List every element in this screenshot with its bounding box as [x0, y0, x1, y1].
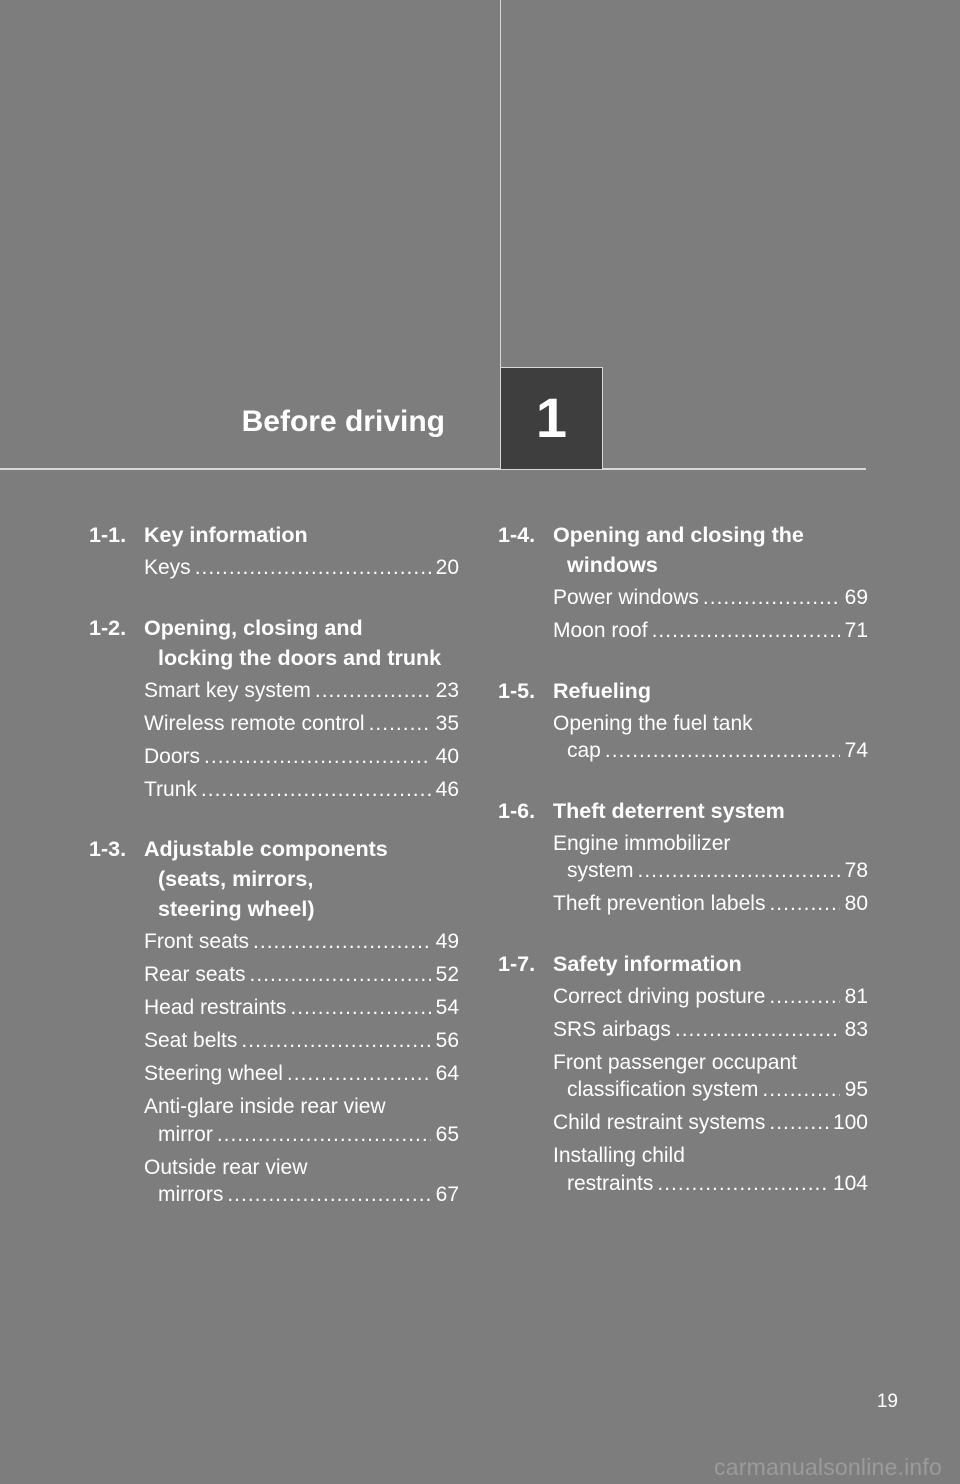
toc-entry-label: Child restraint systems — [553, 1111, 766, 1134]
horizontal-divider — [0, 468, 866, 470]
toc-entry-label: Front passenger occupant — [553, 1050, 797, 1074]
toc-entry-row — [144, 710, 459, 738]
toc-entry-page: 83 — [844, 1017, 868, 1041]
toc-section — [89, 520, 459, 582]
section-heading — [89, 834, 459, 924]
toc-entry-page: 67 — [435, 1183, 459, 1206]
toc-entry-label: Opening the fuel tank — [553, 711, 753, 735]
section-title-line: Theft deterrent system — [553, 798, 785, 823]
toc-entry-page: 40 — [435, 744, 459, 768]
toc-entry[interactable] — [553, 1049, 868, 1104]
dot-leader — [195, 554, 431, 582]
toc-entry[interactable] — [144, 1154, 459, 1209]
toc-section — [89, 834, 459, 1209]
section-heading — [498, 796, 868, 826]
toc-entry-page: 20 — [435, 556, 459, 579]
toc-entry[interactable] — [553, 890, 868, 918]
toc-entry-label: classification system — [567, 1078, 759, 1101]
watermark: carmanualsonline.info — [714, 1454, 942, 1480]
toc-entry[interactable] — [144, 677, 459, 705]
section-number: 1-2. — [89, 615, 127, 640]
toc-column-right — [498, 520, 868, 1228]
section-title — [553, 520, 868, 580]
section-title — [144, 834, 459, 924]
dot-leader — [675, 1016, 840, 1044]
toc-entry-page: 46 — [435, 777, 459, 801]
section-title-line: Adjustable components — [144, 837, 388, 861]
toc-entry-label: Correct driving posture — [553, 984, 766, 1008]
section-number: 1-5. — [498, 678, 536, 703]
toc-section — [498, 520, 868, 645]
toc-entry-label: Moon roof — [553, 619, 648, 642]
dot-leader — [769, 983, 840, 1011]
toc-entry-label: Theft prevention labels — [553, 892, 766, 915]
section-items — [498, 830, 868, 918]
toc-entry-row — [553, 617, 868, 645]
dot-leader — [201, 776, 431, 804]
toc-entry-label: Trunk — [144, 777, 197, 801]
section-title — [144, 520, 459, 550]
toc-entry[interactable] — [553, 830, 868, 885]
section-heading — [89, 613, 459, 673]
toc-entry-row — [144, 743, 459, 771]
toc-entry-page: 54 — [435, 996, 459, 1019]
section-title — [553, 796, 868, 826]
toc-entry-label: mirror — [158, 1122, 213, 1146]
dot-leader — [769, 1109, 829, 1137]
toc-entry-label: system — [567, 859, 634, 882]
section-title-line: Opening and closing the — [553, 523, 804, 547]
page-number: 19 — [876, 1391, 898, 1412]
toc-entry[interactable] — [144, 743, 459, 771]
dot-leader — [652, 617, 840, 645]
toc-entry[interactable] — [553, 1142, 868, 1197]
toc-entry-row — [144, 554, 459, 582]
toc-entry[interactable] — [144, 776, 459, 804]
toc-entry-label: Rear seats — [144, 963, 246, 986]
toc-section — [89, 613, 459, 804]
toc-entry-row — [553, 1016, 868, 1044]
section-number: 1-3. — [89, 837, 127, 861]
section-title-line: windows — [567, 553, 658, 577]
toc-entry[interactable] — [553, 1109, 868, 1137]
toc-entry-row — [553, 1170, 868, 1198]
toc-entry[interactable] — [144, 1027, 459, 1055]
section-number: 1-1. — [89, 523, 127, 547]
toc-entry[interactable] — [144, 554, 459, 582]
toc-entry-row — [144, 1181, 459, 1209]
section-title — [144, 613, 459, 673]
toc-entry-row — [553, 737, 868, 765]
dot-leader — [638, 857, 840, 885]
toc-entry-label: Doors — [144, 744, 201, 768]
section-title-line: Key information — [144, 523, 308, 547]
toc-section — [498, 796, 868, 918]
dot-leader — [369, 710, 431, 738]
toc-entry-page: 71 — [844, 619, 868, 642]
section-items — [498, 584, 868, 645]
toc-entry[interactable] — [553, 1016, 868, 1044]
toc-entry-label: Front seats — [144, 930, 250, 953]
section-items — [89, 677, 459, 804]
toc-entry-page: 23 — [435, 678, 459, 702]
toc-entry[interactable] — [553, 584, 868, 612]
chapter-number-box — [500, 367, 603, 469]
dot-leader — [204, 743, 431, 771]
toc-entry-row — [553, 1109, 868, 1137]
dot-leader — [227, 1181, 431, 1209]
toc-entry[interactable] — [144, 1060, 459, 1088]
toc-entry-label: Steering wheel — [144, 1062, 283, 1085]
toc-entry[interactable] — [553, 983, 868, 1011]
toc-entry[interactable] — [144, 928, 459, 956]
chapter-number: 1 — [535, 385, 568, 449]
dot-leader — [253, 928, 431, 956]
dot-leader — [217, 1121, 431, 1149]
toc-entry-page: 81 — [844, 984, 868, 1008]
toc-entry-label: Head restraints — [144, 996, 287, 1019]
toc-entry-page: 104 — [832, 1171, 868, 1195]
toc-entry-label: SRS airbags — [553, 1017, 671, 1041]
toc-entry-row — [553, 857, 868, 885]
section-title-line: Refueling — [553, 678, 651, 703]
toc-entry[interactable] — [553, 617, 868, 645]
section-heading — [89, 520, 459, 550]
toc-entry-label: Engine immobilizer — [553, 831, 731, 855]
section-title — [553, 949, 868, 979]
toc-entry-label: Keys — [144, 556, 191, 579]
toc-entry-row — [144, 994, 459, 1022]
section-items — [89, 928, 459, 1209]
toc-entry-row — [553, 983, 868, 1011]
toc-section — [498, 949, 868, 1198]
dot-leader — [315, 677, 431, 705]
toc-entry-page: 64 — [435, 1062, 459, 1085]
toc-entry-page: 49 — [435, 930, 459, 953]
toc-entry-row — [144, 776, 459, 804]
toc-entry-row — [144, 961, 459, 989]
toc-entry-page: 95 — [844, 1078, 868, 1101]
section-items — [89, 554, 459, 582]
toc-entry-label: Installing child — [553, 1144, 685, 1167]
toc-entry-page: 35 — [435, 711, 459, 735]
toc-entry-label: restraints — [567, 1171, 654, 1195]
section-items — [498, 983, 868, 1198]
toc-entry-label: Outside rear view — [144, 1155, 308, 1179]
toc-entry-page: 74 — [844, 739, 868, 762]
toc-entry-row — [144, 1121, 459, 1149]
dot-leader — [657, 1170, 829, 1198]
section-title-line: (seats, mirrors, — [158, 867, 314, 891]
toc-entry-row — [144, 1060, 459, 1088]
section-title-line: Opening, closing and — [144, 615, 363, 640]
toc-entry[interactable] — [144, 994, 459, 1022]
toc-entry-label: Power windows — [553, 586, 699, 609]
chapter-title: Before driving — [241, 405, 445, 438]
toc-entry-label: Seat belts — [144, 1029, 238, 1052]
dot-leader — [250, 961, 431, 989]
dot-leader — [241, 1027, 431, 1055]
dot-leader — [287, 1060, 431, 1088]
toc-entry[interactable] — [144, 961, 459, 989]
dot-leader — [762, 1076, 840, 1104]
section-title-line: Safety information — [553, 951, 742, 976]
toc-entry-label: mirrors — [158, 1183, 224, 1206]
section-items — [498, 710, 868, 765]
toc-entry[interactable] — [553, 710, 868, 765]
section-number: 1-6. — [498, 798, 536, 823]
toc-entry[interactable] — [144, 710, 459, 738]
section-number: 1-4. — [498, 523, 536, 547]
toc-entry[interactable] — [144, 1093, 459, 1148]
toc-column-left — [89, 520, 459, 1240]
section-title — [553, 676, 868, 706]
toc-entry-page: 52 — [435, 963, 459, 986]
toc-entry-row — [144, 1027, 459, 1055]
toc-entry-row — [553, 584, 868, 612]
toc-entry-page: 78 — [844, 859, 868, 882]
toc-entry-label: Wireless remote control — [144, 711, 365, 735]
toc-entry-page: 65 — [435, 1122, 459, 1146]
section-heading — [498, 676, 868, 706]
section-heading — [498, 520, 868, 580]
toc-entry-label: cap — [567, 739, 601, 762]
toc-entry-page: 56 — [435, 1029, 459, 1052]
toc-entry-page: 69 — [844, 586, 868, 609]
section-title-line: locking the doors and trunk — [158, 645, 442, 670]
toc-entry-label: Smart key system — [144, 678, 311, 702]
toc-entry-row — [553, 1076, 868, 1104]
toc-entry-page: 100 — [832, 1111, 868, 1134]
section-heading — [498, 949, 868, 979]
dot-leader — [290, 994, 431, 1022]
toc-entry-page: 80 — [844, 892, 868, 915]
section-number: 1-7. — [498, 951, 536, 976]
toc-entry-row — [553, 890, 868, 918]
toc-section — [498, 676, 868, 765]
toc-entry-row — [144, 928, 459, 956]
dot-leader — [703, 584, 840, 612]
toc-entry-label: Anti-glare inside rear view — [144, 1095, 386, 1118]
toc-entry-row — [144, 677, 459, 705]
section-title-line: steering wheel) — [158, 897, 315, 921]
dot-leader — [769, 890, 840, 918]
dot-leader — [605, 737, 840, 765]
